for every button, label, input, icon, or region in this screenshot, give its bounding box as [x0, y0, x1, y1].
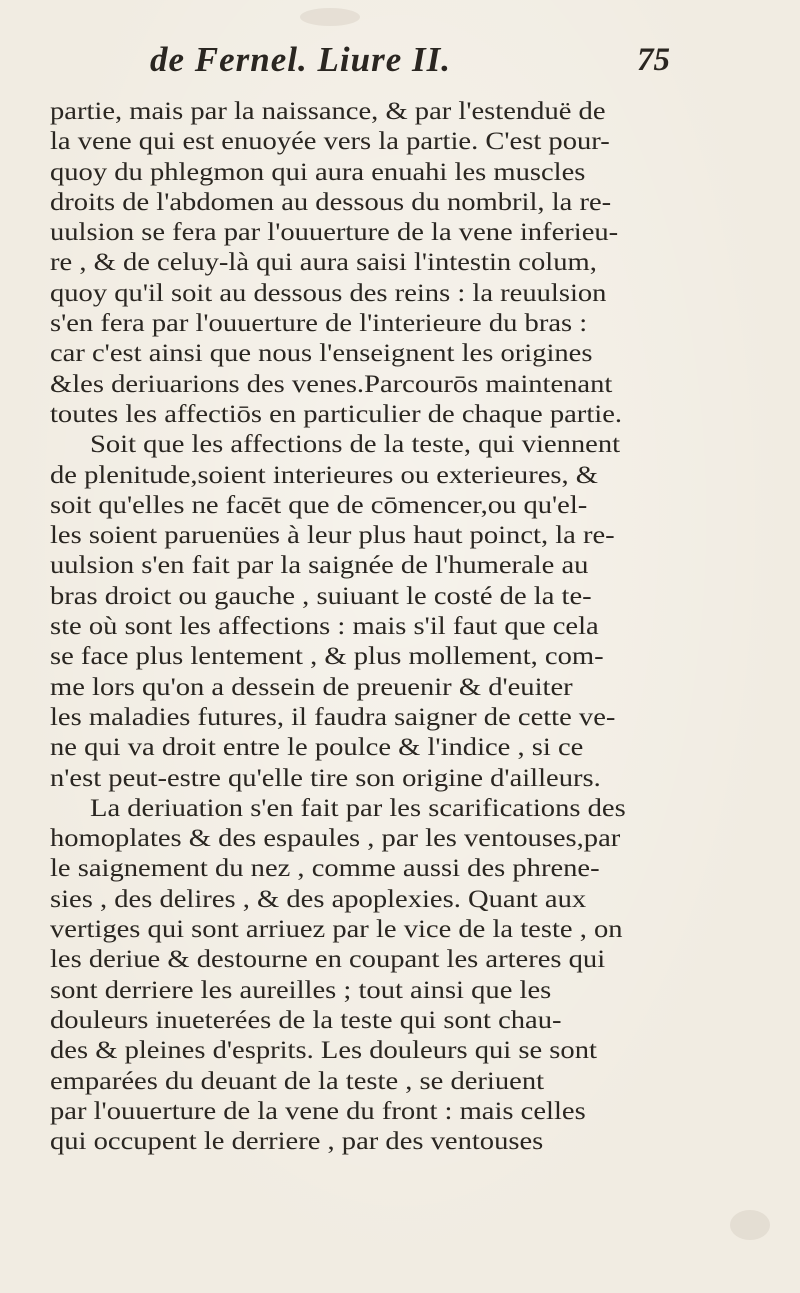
text-line: quoy du phlegmon qui aura enuahi les muscles — [50, 156, 586, 186]
text-line: douleurs inueterées de la teste qui sont chau- — [50, 1004, 562, 1034]
text-line: La deriuation s'en fait par les scarifications des — [90, 792, 626, 822]
text-line: s'en fera par l'ouuerture de l'interieure du bras : — [50, 308, 588, 338]
text-line: quoy qu'il soit au dessous des reins : la reuulsion — [50, 277, 607, 307]
text-line: qui occupent le derriere , par des ventouses — [50, 1126, 544, 1156]
text-line: par l'ouuerture de la vene du front : mais celles — [50, 1095, 586, 1125]
text-line: soit qu'elles ne facēt que de cōmencer,ou qu'el- — [50, 489, 588, 519]
text-line: les maladies futures, il faudra saigner de cette ve- — [50, 701, 616, 731]
text-line: emparées du deuant de la teste , se deriuent — [50, 1065, 545, 1095]
page-header-title: de Fernel. Liure II. — [150, 40, 451, 79]
text-line: les deriue & destourne en coupant les arteres qui — [50, 944, 606, 974]
text-line: &les deriuarions des venes.Parcourōs maintenant — [50, 368, 613, 398]
page-number: 75 — [637, 42, 670, 78]
text-line: homoplates & des espaules , par les ventouses,par — [50, 823, 621, 853]
text-line: Soit que les affections de la teste, qui viennent — [90, 429, 621, 459]
text-line: re , & de celuy-là qui aura saisi l'intestin colum, — [50, 247, 597, 277]
text-line: de plenitude,soient interieures ou exterieures, & — [50, 459, 599, 489]
text-line: la vene qui est enuoyée vers la partie. C'est pour- — [50, 126, 610, 156]
text-line: les soient paruenües à leur plus haut poinct, la re- — [50, 520, 615, 550]
text-line: se face plus lentement , & plus mollement, com- — [50, 641, 604, 671]
text-line: sont derriere les aureilles ; tout ainsi que les — [50, 974, 552, 1004]
text-line: uulsion se fera par l'ouuerture de la vene inferieu- — [50, 217, 619, 247]
text-line: ste où sont les affections : mais s'il faut que cela — [50, 611, 599, 641]
running-head — [150, 40, 670, 92]
text-line: sies , des delires , & des apoplexies. Quant aux — [50, 883, 587, 913]
text-line: le saignement du nez , comme aussi des phrene- — [50, 853, 600, 883]
text-line: droits de l'abdomen au dessous du nombril, la re- — [50, 186, 612, 216]
text-line: toutes les affectiōs en particulier de chaque partie. — [50, 398, 623, 428]
text-line: uulsion s'en fait par la saignée de l'humerale au — [50, 550, 589, 580]
text-line: me lors qu'on a dessein de preuenir & d'euiter — [50, 671, 573, 701]
paper-stain — [300, 8, 360, 26]
paper-stain — [730, 1210, 770, 1240]
text-line: car c'est ainsi que nous l'enseignent les origines — [50, 338, 593, 368]
text-line: n'est peut-estre qu'elle tire son origine d'ailleurs. — [50, 762, 601, 792]
text-line: partie, mais par la naissance, & par l'estenduë de — [50, 96, 606, 125]
text-line: ne qui va droit entre le poulce & l'indice , si ce — [50, 732, 584, 762]
text-line: vertiges qui sont arriuez par le vice de la teste , on — [50, 914, 623, 944]
text-line: bras droict ou gauche , suiuant le costé de la te- — [50, 580, 592, 610]
body-text — [50, 96, 770, 1156]
text-line: des & pleines d'esprits. Les douleurs qui se sont — [50, 1035, 597, 1065]
